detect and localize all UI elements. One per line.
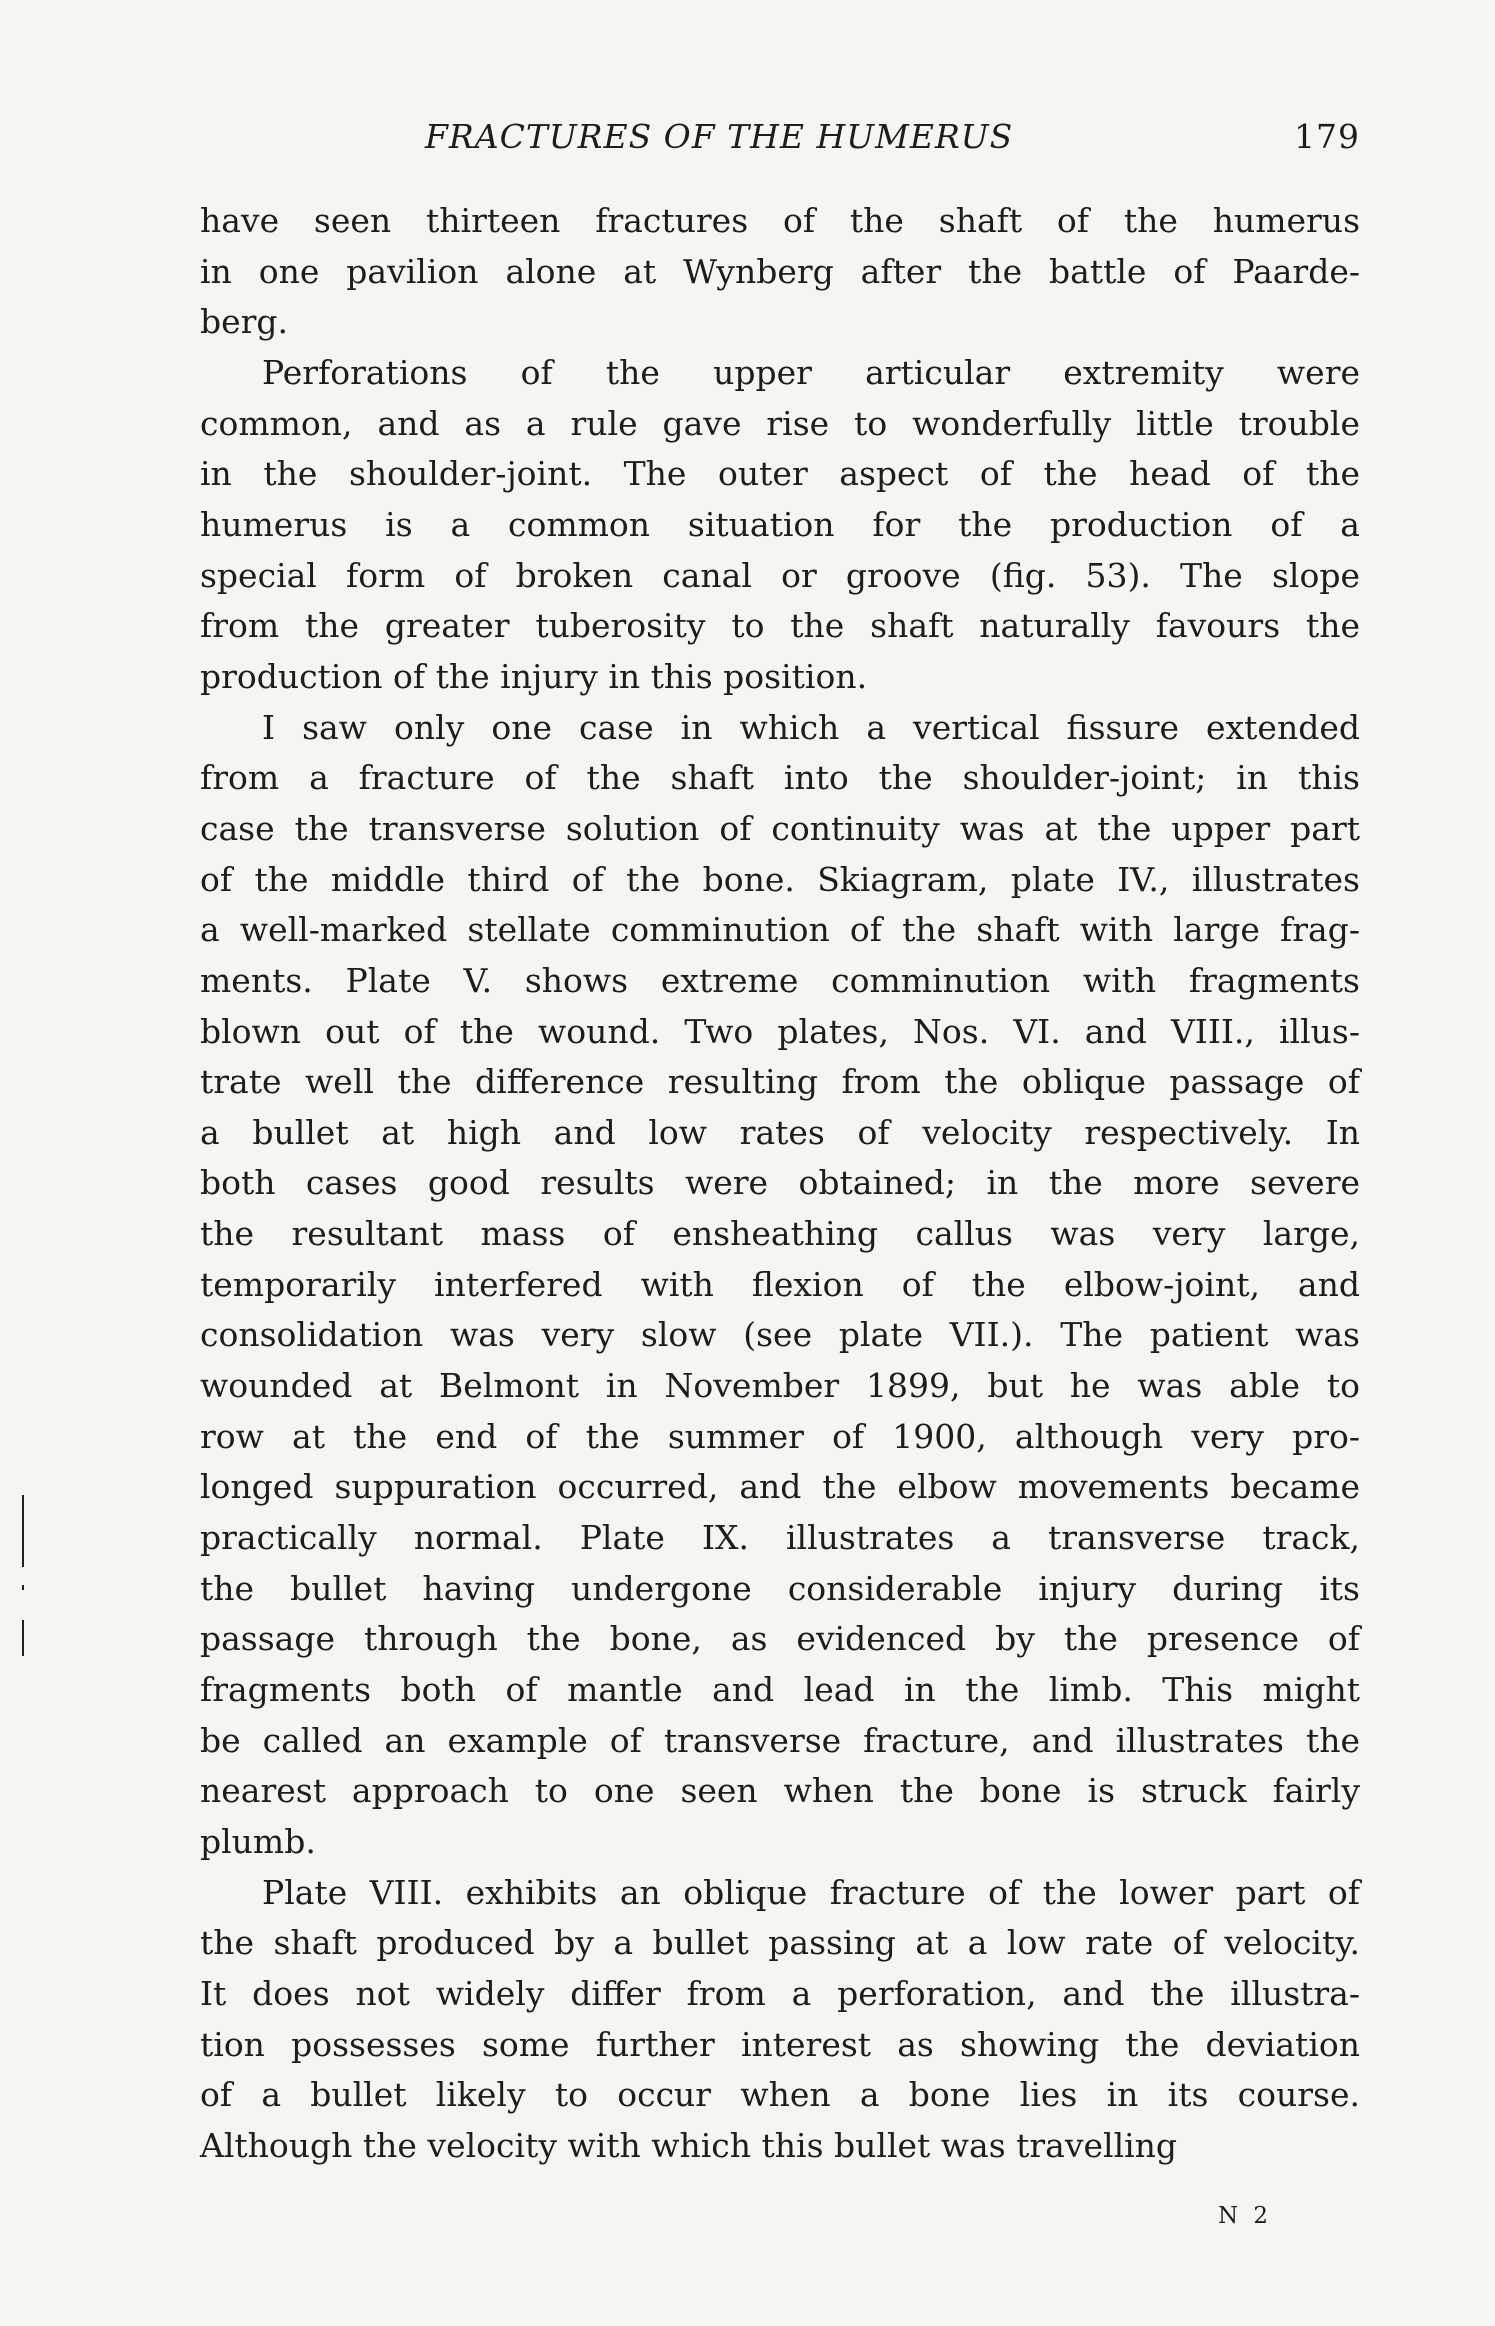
text-line: berg. [200, 302, 289, 342]
text-line: in one pavilion alone at Wynberg after the battle of Paarde- [200, 251, 1360, 291]
text-line: row at the end of the summer of 1900, although very pro- [200, 1416, 1360, 1456]
text-line: from the greater tuberosity to the shaft naturally favours the [200, 606, 1360, 646]
text-line: Although the velocity with which this bullet was travelling [200, 2125, 1178, 2165]
text-line: ments. Plate V. shows extreme comminution with fragments [200, 960, 1360, 1000]
text-line: nearest approach to one seen when the bone is struck fairly [200, 1771, 1360, 1811]
text-line: longed suppuration occurred, and the elbow movements became [200, 1467, 1360, 1507]
text-line: a bullet at high and low rates of velocity respectively. In [200, 1112, 1360, 1152]
text-line: I saw only one case in which a vertical fissure extended [262, 707, 1360, 747]
text-line: Plate VIII. exhibits an oblique fracture of the lower part of [262, 1872, 1360, 1912]
page-number: 179 [1294, 117, 1360, 156]
text-line: have seen thirteen fractures of the shaft of the humerus [200, 201, 1360, 240]
running-title: FRACTURES OF THE HUMERUS [425, 117, 1014, 156]
text-line: from a fracture of the shaft into the shoulder-joint; in this [200, 758, 1360, 798]
text-line: fragments both of mantle and lead in the limb. This might [200, 1670, 1360, 1710]
text-line: plumb. [200, 1822, 316, 1861]
text-line: the bullet having undergone considerable injury during its [200, 1568, 1360, 1608]
signature-mark: N 2 [1218, 2203, 1273, 2229]
text-line: a well-marked stellate comminution of the shaft with large frag- [200, 910, 1360, 950]
text-line: of a bullet likely to occur when a bone lies in its course. [200, 2075, 1360, 2115]
text-line: Perforations of the upper articular extremity were [262, 352, 1360, 392]
text-line: both cases good results were obtained; in the more severe [200, 1163, 1360, 1203]
text-line: practically normal. Plate IX. illustrates a transverse track, [200, 1518, 1360, 1558]
page-header [200, 112, 1360, 162]
text-line: blown out of the wound. Two plates, Nos. VI. and VIII., illus- [200, 1011, 1360, 1051]
text-line: humerus is a common situation for the production of a [200, 504, 1360, 544]
text-line: tion possesses some further interest as showing the deviation [200, 2024, 1360, 2064]
text-line: production of the injury in this position. [200, 656, 868, 696]
text-line: special form of broken canal or groove (fig. 53). The slope [200, 555, 1360, 595]
margin-scan-mark [22, 1585, 24, 1590]
text-line: wounded at Belmont in November 1899, but he was able to [200, 1366, 1360, 1406]
text-line: passage through the bone, as evidenced by the presence of [200, 1619, 1360, 1659]
paragraph [200, 348, 1360, 703]
text-line: be called an example of transverse fracture, and illustrates the [200, 1720, 1360, 1760]
text-line: temporarily interfered with flexion of the elbow-joint, and [200, 1264, 1360, 1304]
body-text [200, 196, 1360, 2172]
text-line: the resultant mass of ensheathing callus was very large, [200, 1214, 1360, 1254]
paragraph [200, 703, 1360, 1868]
paragraph [200, 1868, 1360, 2172]
text-line: consolidation was very slow (see plate VII.). The patient was [200, 1315, 1360, 1355]
paragraph [200, 196, 1360, 348]
text-line: common, and as a rule gave rise to wonderfully little trouble [200, 403, 1360, 443]
text-line: of the middle third of the bone. Skiagram, plate IV., illustrates [200, 859, 1360, 899]
margin-scan-mark [22, 1495, 24, 1567]
text-line: It does not widely differ from a perforation, and the illustra- [200, 1973, 1360, 2013]
text-line: the shaft produced by a bullet passing at a low rate of velocity. [200, 1923, 1360, 1963]
text-line: case the transverse solution of continuity was at the upper part [200, 808, 1360, 848]
margin-scan-mark [22, 1620, 24, 1656]
text-line: in the shoulder-joint. The outer aspect of the head of the [200, 454, 1360, 494]
text-line: trate well the difference resulting from the oblique passage of [200, 1062, 1360, 1102]
